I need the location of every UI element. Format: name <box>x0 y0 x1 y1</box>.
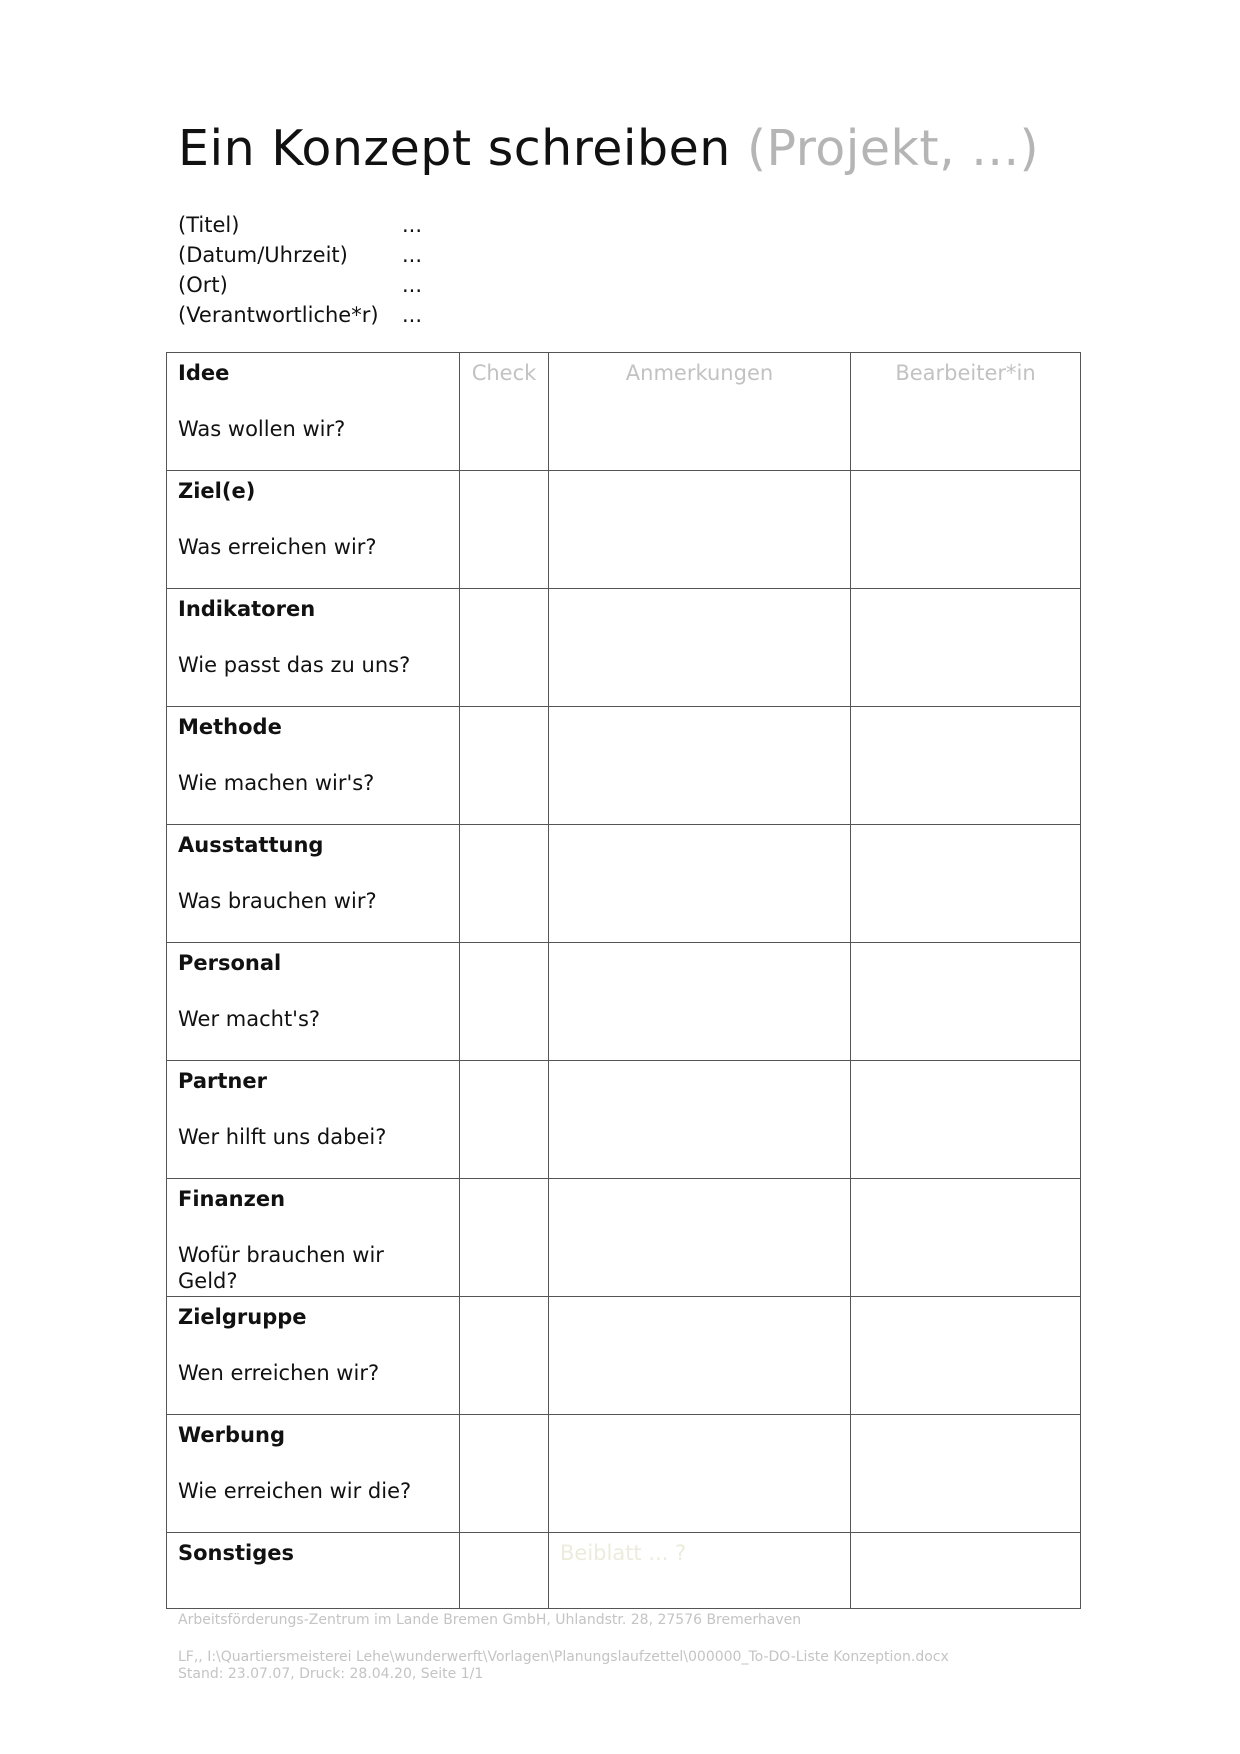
check-cell[interactable] <box>460 825 549 943</box>
check-cell[interactable] <box>460 1297 549 1415</box>
category-cell <box>167 1415 460 1533</box>
notes-cell[interactable] <box>549 1297 851 1415</box>
page-title <box>178 120 1039 177</box>
category-question: Wer hilft uns dabei? <box>178 1125 387 1149</box>
category-label: Idee <box>178 361 230 385</box>
notes-cell[interactable] <box>549 1415 851 1533</box>
check-cell[interactable] <box>460 589 549 707</box>
notes-hint-cell[interactable]: Beiblatt ... ? <box>549 1533 851 1609</box>
category-question: Wie erreichen wir die? <box>178 1479 412 1503</box>
category-label: Zielgruppe <box>178 1305 307 1329</box>
editor-cell[interactable] <box>851 1297 1081 1415</box>
category-label: Indikatoren <box>178 597 316 621</box>
check-header[interactable]: Check <box>460 353 549 471</box>
table-row <box>167 1415 1081 1533</box>
table-row <box>167 707 1081 825</box>
footer-company: Arbeitsförderungs-Zentrum im Lande Bremen GmbH, Uhlandstr. 28, 27576 Bremerhaven <box>178 1612 802 1628</box>
footer-path: LF,, I:\Quartiersmeisterei Lehe\wunderwerft\Vorlagen\Planungslaufzettel\000000_To-DO-Liste Konzeption.docx <box>178 1649 949 1665</box>
table-body <box>167 353 1081 1609</box>
table-row <box>167 1179 1081 1297</box>
title-main: Ein Konzept schreiben <box>178 120 731 177</box>
category-cell <box>167 943 460 1061</box>
table-row <box>167 589 1081 707</box>
editor-cell[interactable] <box>851 1533 1081 1609</box>
notes-header[interactable]: Anmerkungen <box>549 353 851 471</box>
table-row <box>167 1297 1081 1415</box>
notes-cell[interactable] <box>549 825 851 943</box>
meta-value: ... <box>402 303 423 327</box>
category-label: Partner <box>178 1069 267 1093</box>
editor-cell[interactable] <box>851 1061 1081 1179</box>
editor-cell[interactable] <box>851 471 1081 589</box>
meta-value: ... <box>402 213 423 237</box>
meta-row-datum <box>178 240 422 270</box>
check-cell[interactable] <box>460 1061 549 1179</box>
meta-value: ... <box>402 243 423 267</box>
editor-header[interactable]: Bearbeiter*in <box>851 353 1081 471</box>
editor-cell[interactable] <box>851 1415 1081 1533</box>
category-cell <box>167 707 460 825</box>
table-row <box>167 825 1081 943</box>
category-cell <box>167 1061 460 1179</box>
category-label: Methode <box>178 715 282 739</box>
meta-label: (Ort) <box>178 273 228 297</box>
category-question: Wer macht's? <box>178 1007 321 1031</box>
meta-label: (Datum/Uhrzeit) <box>178 243 348 267</box>
category-cell <box>167 1533 460 1609</box>
notes-cell[interactable] <box>549 1061 851 1179</box>
category-cell <box>167 589 460 707</box>
editor-cell[interactable] <box>851 589 1081 707</box>
meta-row-verantwortliche <box>178 300 422 330</box>
check-cell[interactable] <box>460 943 549 1061</box>
category-question: Was brauchen wir? <box>178 889 377 913</box>
table-row <box>167 471 1081 589</box>
check-cell[interactable] <box>460 1415 549 1533</box>
category-cell <box>167 1179 460 1297</box>
category-cell <box>167 1297 460 1415</box>
check-cell[interactable] <box>460 471 549 589</box>
table-row <box>167 1061 1081 1179</box>
category-question: Was erreichen wir? <box>178 535 377 559</box>
category-label: Personal <box>178 951 282 975</box>
category-cell <box>167 353 460 471</box>
category-question: Wen erreichen wir? <box>178 1361 380 1385</box>
title-sub: (Projekt, ...) <box>746 120 1040 177</box>
category-cell <box>167 825 460 943</box>
footer-stand: Stand: 23.07.07, Druck: 28.04.20, Seite 1/1 <box>178 1666 484 1682</box>
meta-row-ort <box>178 270 422 300</box>
editor-cell[interactable] <box>851 825 1081 943</box>
editor-cell[interactable] <box>851 1179 1081 1297</box>
check-cell[interactable] <box>460 1533 549 1609</box>
category-cell <box>167 471 460 589</box>
check-cell[interactable] <box>460 1179 549 1297</box>
notes-cell[interactable] <box>549 943 851 1061</box>
meta-value: ... <box>402 273 423 297</box>
category-label: Finanzen <box>178 1187 286 1211</box>
category-label: Sonstiges <box>178 1541 295 1565</box>
notes-cell[interactable] <box>549 589 851 707</box>
concept-table <box>166 352 1081 1609</box>
footer <box>178 1612 949 1683</box>
notes-cell[interactable] <box>549 471 851 589</box>
editor-cell[interactable] <box>851 707 1081 825</box>
table-row-last <box>167 1533 1081 1609</box>
category-question: Wofür brauchen wir Geld? <box>178 1243 384 1293</box>
category-label: Ziel(e) <box>178 479 256 503</box>
table-row <box>167 943 1081 1061</box>
notes-cell[interactable] <box>549 1179 851 1297</box>
table-row <box>167 353 1081 471</box>
category-label: Ausstattung <box>178 833 324 857</box>
meta-label: (Verantwortliche*r) <box>178 303 379 327</box>
check-cell[interactable] <box>460 707 549 825</box>
notes-cell[interactable] <box>549 707 851 825</box>
meta-block <box>178 210 422 330</box>
category-label: Werbung <box>178 1423 285 1447</box>
meta-label: (Titel) <box>178 213 240 237</box>
editor-cell[interactable] <box>851 943 1081 1061</box>
category-question: Was wollen wir? <box>178 417 346 441</box>
meta-row-titel <box>178 210 422 240</box>
category-question: Wie machen wir's? <box>178 771 375 795</box>
category-question: Wie passt das zu uns? <box>178 653 411 677</box>
